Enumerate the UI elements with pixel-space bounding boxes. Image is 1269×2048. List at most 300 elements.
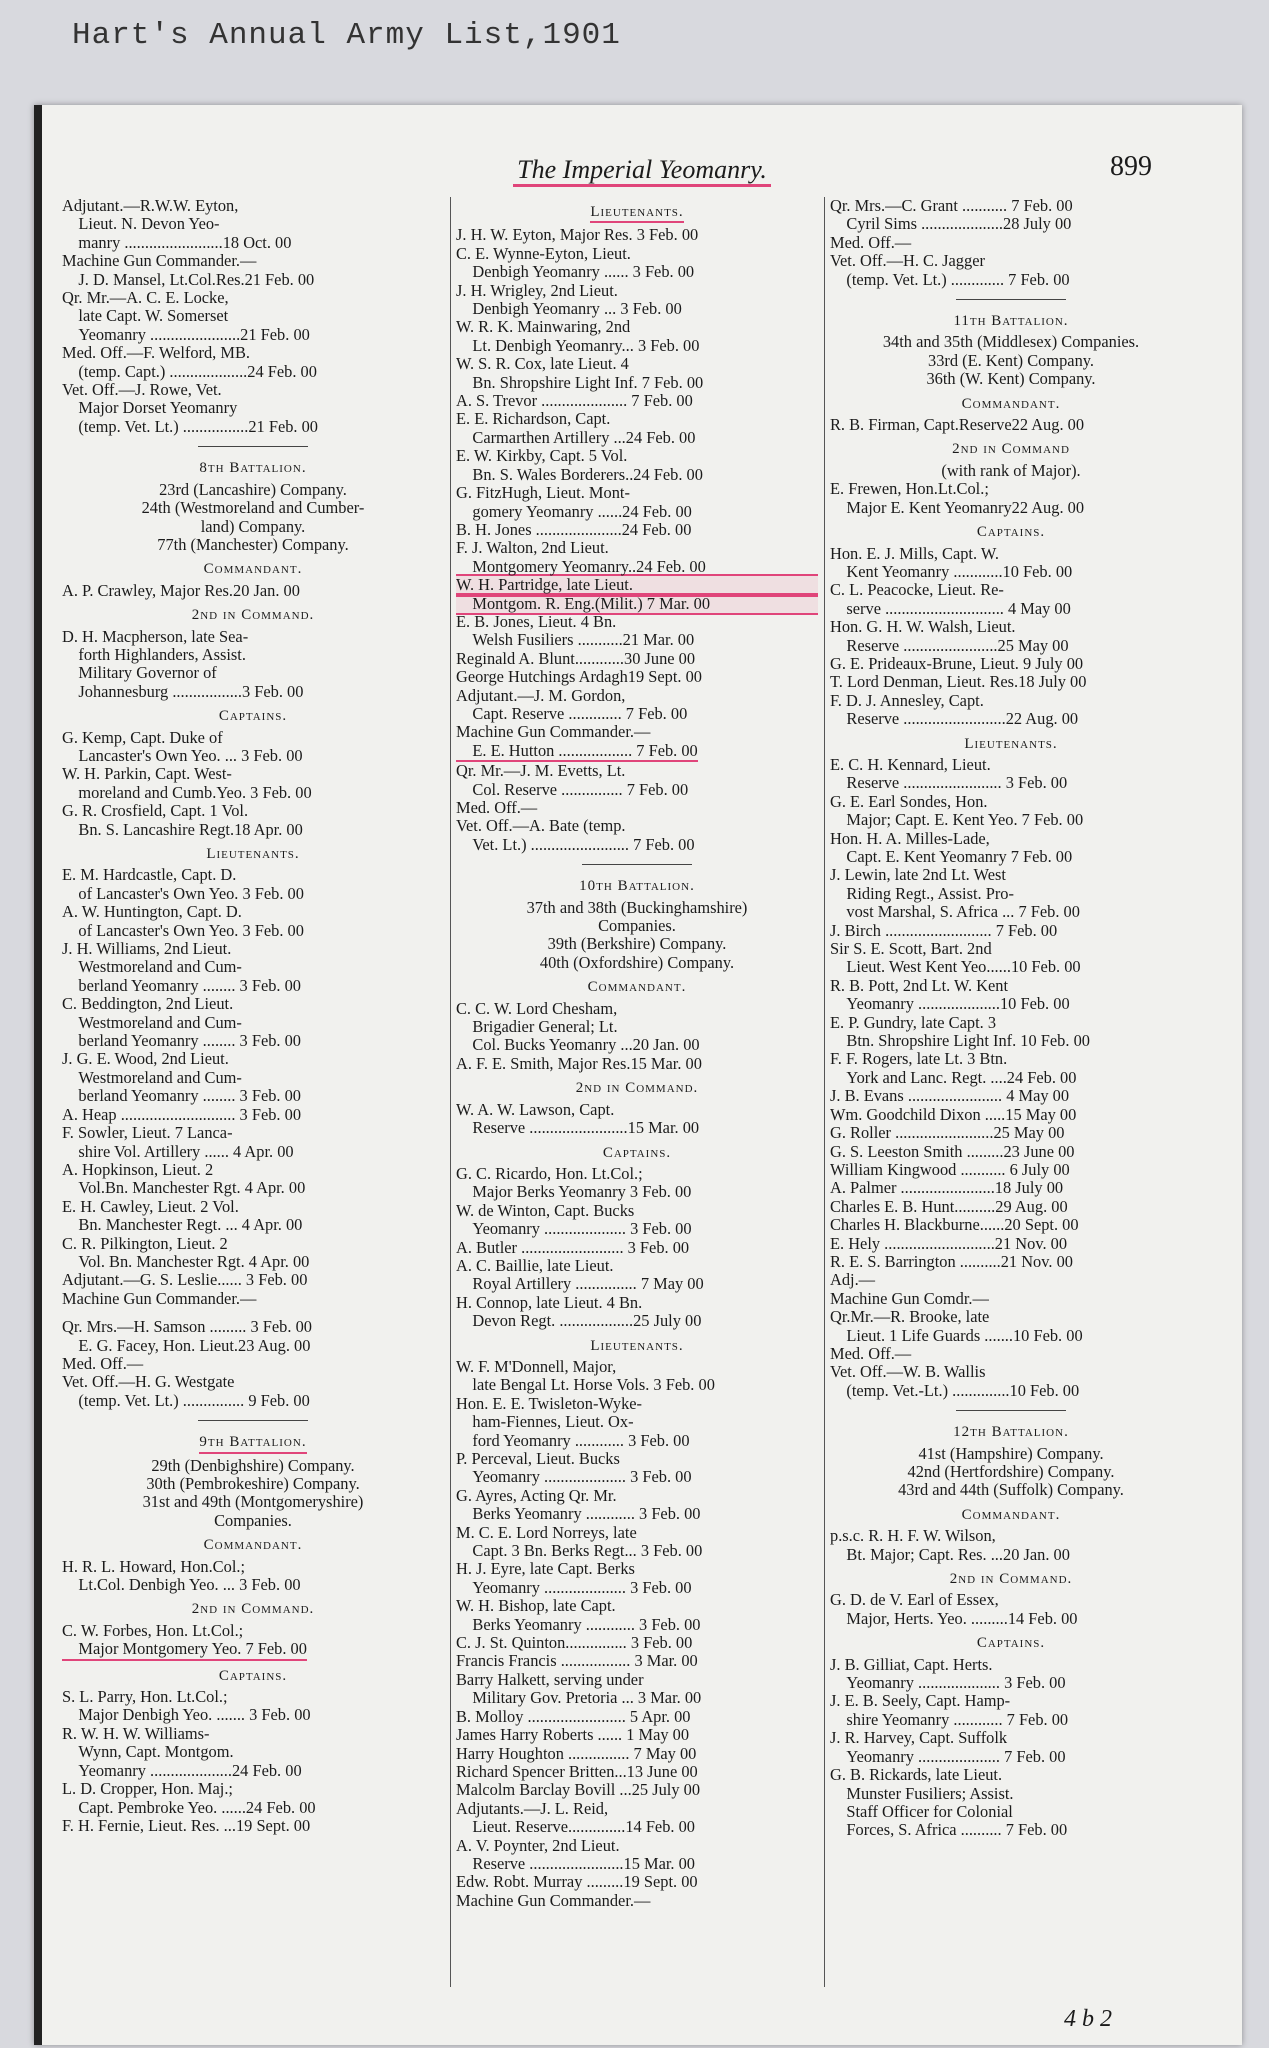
entry-text: Adjutant.—G. S. Leslie...... 3 Feb. 00 bbox=[62, 1271, 308, 1290]
entry-text: Vet. Lt.) ........................ 7 Feb. 00 bbox=[456, 835, 695, 854]
officer-entry bbox=[830, 499, 1192, 517]
officer-entry bbox=[456, 723, 818, 741]
company-line: land) Company. bbox=[200, 516, 306, 536]
company-line: 37th and 38th (Buckinghamshire) bbox=[526, 897, 748, 917]
heading-text: Commandant. bbox=[203, 561, 303, 578]
officer-entry bbox=[830, 1803, 1192, 1821]
entry-text: J. H. Wrigley, 2nd Lieut. bbox=[456, 281, 618, 300]
officer-entry bbox=[456, 668, 818, 686]
entry-text: G. E. Prideaux-Brune, Lieut. 9 July 00 bbox=[830, 654, 1084, 673]
entry-text: Edw. Robt. Murray .........19 Sept. 00 bbox=[456, 1873, 698, 1892]
officer-entry bbox=[456, 1800, 818, 1818]
officer-entry bbox=[830, 1069, 1192, 1087]
section-heading bbox=[62, 560, 444, 578]
entry-text: R. B. Pott, 2nd Lt. W. Kent bbox=[830, 976, 1009, 995]
officer-entry bbox=[456, 1781, 818, 1799]
entry-text: (temp. Vet. Lt.) ................21 Feb. 00 bbox=[62, 417, 319, 436]
officer-entry bbox=[62, 381, 444, 399]
company-line: 24th (Westmoreland and Cumber- bbox=[141, 498, 365, 518]
officer-entry bbox=[62, 1106, 444, 1124]
company-line: 30th (Pembrokeshire) Company. bbox=[146, 1474, 360, 1493]
entry-text: Qr.Mr.—R. Brooke, late bbox=[830, 1308, 990, 1327]
section-rule bbox=[582, 864, 692, 865]
officer-entry bbox=[456, 1689, 818, 1707]
officer-entry bbox=[62, 1124, 444, 1142]
entry-text: Yeomanry ....................10 Feb. 00 bbox=[830, 995, 1070, 1014]
officer-entry bbox=[830, 922, 1192, 940]
officer-entry bbox=[456, 466, 818, 484]
heading-text: Lieutenants. bbox=[964, 735, 1058, 752]
entry-text: J. H. Williams, 2nd Lieut. bbox=[62, 940, 232, 959]
entry-text: p.s.c. R. H. F. W. Wilson, bbox=[830, 1527, 996, 1546]
entry-text: J. Birch .......................... 7 Feb. 00 bbox=[830, 921, 1058, 940]
entry-text: W. F. M'Donnell, Major, bbox=[456, 1357, 617, 1376]
officer-entry bbox=[456, 1468, 818, 1486]
entry-text: Machine Gun Commander.— bbox=[62, 1289, 257, 1308]
entry-text: Westmoreland and Cum- bbox=[62, 1013, 242, 1032]
entry-text: Qr. Mr.—J. M. Evetts, Lt. bbox=[456, 762, 626, 781]
entry-text: E. C. H. Kennard, Lieut. bbox=[830, 755, 991, 774]
officer-entry bbox=[62, 1355, 444, 1373]
entry-text: A. Heap ............................ 3 Feb. 00 bbox=[62, 1105, 302, 1124]
spacer bbox=[62, 1308, 444, 1318]
entry-text: William Kingwood ........... 6 July 00 bbox=[830, 1160, 1070, 1179]
officer-entry bbox=[456, 1055, 818, 1073]
heading-text: Lieutenants. bbox=[206, 846, 300, 862]
officer-entry bbox=[830, 1674, 1192, 1692]
officer-entry bbox=[62, 307, 444, 325]
entry-text: (temp. Capt.) ...................24 Feb. 00 bbox=[62, 362, 317, 381]
entry-text: Francis Francis ................. 3 Mar. 00 bbox=[456, 1652, 698, 1671]
officer-entry bbox=[456, 1597, 818, 1615]
entry-text: late Bengal Lt. Horse Vols. 3 Feb. 00 bbox=[456, 1376, 715, 1395]
officer-entry bbox=[62, 1179, 444, 1197]
entry-text: Sir S. E. Scott, Bart. 2nd bbox=[830, 940, 992, 959]
entry-text: F. Sowler, Lieut. 7 Lanca- bbox=[62, 1124, 233, 1143]
officer-entry bbox=[62, 582, 444, 600]
entry-text: late Capt. W. Somerset bbox=[62, 307, 229, 326]
entry-text: Yeomanry .................... 3 Feb. 00 bbox=[456, 1468, 692, 1487]
section-heading bbox=[830, 1423, 1192, 1441]
entry-text: Vet. Off.—H. G. Westgate bbox=[62, 1373, 235, 1392]
officer-entry bbox=[62, 885, 444, 903]
officer-entry bbox=[456, 1873, 818, 1891]
heading-text: Captains. bbox=[976, 524, 1046, 541]
officer-entry bbox=[456, 576, 818, 594]
entry-text: Major Berks Yeomanry 3 Feb. 00 bbox=[456, 1183, 692, 1202]
entry-text: L. D. Cropper, Hon. Maj.; bbox=[62, 1780, 233, 1799]
entry-text: Major Dorset Yeomanry bbox=[62, 399, 238, 418]
heading-text: Commandant. bbox=[961, 1506, 1061, 1523]
entry-text: Reserve ........................15 Mar. 00 bbox=[456, 1119, 700, 1138]
entry-text: Westmoreland and Cum- bbox=[62, 958, 242, 977]
section-rule bbox=[956, 1410, 1066, 1411]
officer-entry bbox=[62, 1216, 444, 1234]
officer-entry bbox=[456, 1432, 818, 1450]
officer-entry bbox=[456, 318, 818, 336]
officer-entry bbox=[62, 1235, 444, 1253]
section-heading bbox=[830, 395, 1192, 413]
officer-entry bbox=[830, 252, 1192, 270]
officer-entry bbox=[456, 799, 818, 817]
section-heading bbox=[456, 877, 818, 895]
entry-text: Major, Herts. Yeo. .........14 Feb. 00 bbox=[830, 1609, 1078, 1628]
entry-text: gomery Yeomanry ......24 Feb. 00 bbox=[456, 502, 692, 521]
running-head-text: The Imperial Yeomanry. bbox=[513, 155, 771, 187]
entry-text: Med. Off.—F. Welford, MB. bbox=[62, 344, 250, 363]
entry-text: Yeomanry .................... 3 Feb. 00 bbox=[456, 1578, 692, 1597]
officer-entry bbox=[830, 1216, 1192, 1234]
entry-text: Charles H. Blackburne......20 Sept. 00 bbox=[830, 1216, 1079, 1235]
entry-text: A. Butler ......................... 3 Feb. 00 bbox=[456, 1238, 690, 1257]
heading-text: Commandant. bbox=[587, 979, 687, 996]
officer-entry bbox=[62, 977, 444, 995]
officer-entry bbox=[456, 631, 818, 649]
entry-text: (temp. Vet.-Lt.) ..............10 Feb. 00 bbox=[830, 1381, 1080, 1400]
heading-text: 9th Battalion. bbox=[199, 1433, 306, 1453]
officer-entry bbox=[830, 563, 1192, 581]
company-line: 34th and 35th (Middlesex) Companies. bbox=[882, 332, 1140, 352]
company-line: Companies. bbox=[598, 916, 676, 936]
entry-text: Med. Off.— bbox=[62, 1354, 144, 1373]
section-heading bbox=[62, 1600, 444, 1618]
officer-entry bbox=[456, 1560, 818, 1578]
officer-entry bbox=[62, 1253, 444, 1271]
officer-entry bbox=[62, 1780, 444, 1798]
entry-text: G. Ayres, Acting Qr. Mr. bbox=[456, 1486, 617, 1505]
entry-text: Hon. H. A. Milles-Lade, bbox=[830, 829, 990, 848]
entry-text: Berks Yeomanry ............ 3 Feb. 00 bbox=[456, 1505, 701, 1524]
column-divider bbox=[824, 197, 825, 1987]
entry-text: Adjutant.—J. M. Gordon, bbox=[456, 686, 626, 705]
entry-text: Richard Spencer Britten...13 June 00 bbox=[456, 1762, 698, 1781]
entry-text: Westmoreland and Cum- bbox=[62, 1068, 242, 1087]
entry-text: Major E. Kent Yeomanry22 Aug. 00 bbox=[830, 498, 1085, 517]
entry-text: M. C. E. Lord Norreys, late bbox=[456, 1523, 637, 1542]
entry-text: E. M. Hardcastle, Capt. D. bbox=[62, 866, 237, 885]
running-head bbox=[42, 155, 1242, 185]
entry-text: J. E. B. Seely, Capt. Hamp- bbox=[830, 1692, 1011, 1711]
officer-entry bbox=[830, 848, 1192, 866]
officer-entry bbox=[830, 774, 1192, 792]
entry-text: Machine Gun Commander.— bbox=[456, 723, 651, 742]
entry-text: Med. Off.— bbox=[830, 1344, 912, 1363]
officer-entry bbox=[62, 922, 444, 940]
officer-entry bbox=[456, 1450, 818, 1468]
book-page bbox=[34, 105, 1242, 2045]
officer-entry bbox=[62, 1558, 444, 1576]
entry-text: B. Molloy ........................ 5 Apr. 00 bbox=[456, 1707, 691, 1726]
officer-entry bbox=[456, 1165, 818, 1183]
entry-text: A. Hopkinson, Lieut. 2 bbox=[62, 1160, 214, 1179]
page-number: 899 bbox=[1110, 151, 1152, 182]
officer-entry bbox=[456, 1036, 818, 1054]
officer-entry bbox=[62, 1688, 444, 1706]
officer-entry bbox=[830, 545, 1192, 563]
officer-entry bbox=[62, 399, 444, 417]
section-heading bbox=[830, 1634, 1192, 1652]
officer-entry bbox=[830, 1235, 1192, 1253]
entry-text: manry ........................18 Oct. 00 bbox=[62, 233, 292, 252]
officer-entry bbox=[456, 1413, 818, 1431]
entry-text: George Hutchings Ardagh19 Sept. 00 bbox=[456, 668, 702, 687]
entry-text: Major; Capt. E. Kent Yeo. 7 Feb. 00 bbox=[830, 811, 1084, 830]
entry-text: D. H. Macpherson, late Sea- bbox=[62, 627, 249, 646]
officer-entry bbox=[830, 1290, 1192, 1308]
officer-entry bbox=[830, 1729, 1192, 1747]
officer-entry bbox=[62, 683, 444, 701]
company-line: 42nd (Hertfordshire) Company. bbox=[907, 1462, 1115, 1481]
entry-text: Lt. Denbigh Yeomanry... 3 Feb. 00 bbox=[456, 336, 700, 355]
entry-text: G. D. de V. Earl of Essex, bbox=[830, 1591, 999, 1610]
officer-entry bbox=[830, 1014, 1192, 1032]
section-heading bbox=[62, 459, 444, 477]
officer-entry bbox=[456, 558, 818, 576]
officer-entry bbox=[456, 613, 818, 631]
section-heading bbox=[830, 1570, 1192, 1588]
officer-entry bbox=[62, 664, 444, 682]
entry-text: Johannesburg .................3 Feb. 00 bbox=[62, 682, 304, 701]
entry-text: J. D. Mansel, Lt.Col.Res.21 Feb. 00 bbox=[62, 270, 315, 289]
officer-entry bbox=[62, 729, 444, 747]
entry-text: R. W. H. W. Williams- bbox=[62, 1724, 210, 1743]
section-heading bbox=[456, 1144, 818, 1162]
officer-entry bbox=[62, 628, 444, 646]
officer-entry bbox=[62, 418, 444, 436]
entry-text: A. V. Poynter, 2nd Lieut. bbox=[456, 1836, 620, 1855]
officer-entry bbox=[830, 1308, 1192, 1326]
entry-text: shire Yeomanry ............ 7 Feb. 00 bbox=[830, 1710, 1069, 1729]
entry-text: Med. Off.— bbox=[456, 799, 538, 817]
entry-text: Montgomery Yeomanry..24 Feb. 00 bbox=[456, 557, 706, 576]
officer-entry bbox=[830, 1087, 1192, 1105]
officer-entry bbox=[830, 756, 1192, 774]
entry-text: E. E. Richardson, Capt. bbox=[456, 410, 611, 429]
officer-entry bbox=[456, 1101, 818, 1119]
heading-text: 2nd in Command. bbox=[575, 1080, 699, 1097]
officer-entry bbox=[456, 1395, 818, 1413]
entry-text: Welsh Fusiliers ...........21 Mar. 00 bbox=[456, 631, 695, 650]
heading-text: 10th Battalion. bbox=[579, 878, 695, 895]
officer-entry bbox=[456, 1275, 818, 1293]
entry-text: C. W. Forbes, Hon. Lt.Col.; bbox=[62, 1621, 244, 1640]
entry-text: J. H. W. Eyton, Major Res. 3 Feb. 00 bbox=[456, 226, 699, 245]
officer-entry bbox=[830, 1050, 1192, 1068]
entry-text: Lieut. West Kent Yeo......10 Feb. 00 bbox=[830, 958, 1081, 977]
entry-text: Brigadier General; Lt. bbox=[456, 1018, 618, 1037]
entry-text: W. de Winton, Capt. Bucks bbox=[456, 1201, 635, 1220]
entry-text: Qr. Mr.—A. C. E. Locke, bbox=[62, 289, 229, 308]
heading-text: Captains. bbox=[218, 1667, 288, 1684]
officer-entry bbox=[456, 1358, 818, 1376]
section-heading bbox=[456, 1337, 818, 1355]
officer-entry bbox=[456, 1000, 818, 1018]
officer-entry bbox=[456, 300, 818, 318]
officer-entry bbox=[62, 1198, 444, 1216]
entry-text: E. G. Facey, Hon. Lieut.23 Aug. 00 bbox=[62, 1336, 311, 1355]
officer-entry bbox=[62, 1161, 444, 1179]
entry-text: Forces, S. Africa .......... 7 Feb. 00 bbox=[830, 1821, 1068, 1840]
officer-entry bbox=[456, 410, 818, 428]
entry-text: J. G. E. Wood, 2nd Lieut. bbox=[62, 1050, 229, 1069]
officer-entry bbox=[830, 903, 1192, 921]
entry-text: of Lancaster's Own Yeo. 3 Feb. 00 bbox=[62, 921, 304, 940]
officer-entry bbox=[62, 1706, 444, 1724]
entry-text: R. B. Firman, Capt.Reserve22 Aug. 00 bbox=[830, 416, 1085, 435]
entry-text: Adj.— bbox=[830, 1271, 876, 1290]
entry-text: Berks Yeomanry ............ 3 Feb. 00 bbox=[456, 1615, 701, 1634]
section-heading bbox=[62, 1536, 444, 1554]
entry-text: A. C. Baillie, late Lieut. bbox=[456, 1256, 614, 1275]
officer-entry bbox=[830, 830, 1192, 848]
entry-text: Capt. Pembroke Yeo. ......24 Feb. 00 bbox=[62, 1798, 316, 1817]
entry-text: R. E. S. Barrington ..........21 Nov. 00 bbox=[830, 1252, 1073, 1271]
section-heading bbox=[456, 978, 818, 996]
entry-text: Hon. E. E. Twisleton-Wyke- bbox=[456, 1394, 643, 1413]
officer-entry bbox=[456, 1487, 818, 1505]
officer-entry bbox=[62, 1143, 444, 1161]
officer-entry bbox=[456, 263, 818, 281]
entry-text: J. B. Evans ....................... 4 May 00 bbox=[830, 1087, 1070, 1106]
officer-entry bbox=[456, 1202, 818, 1220]
company-line: 39th (Berkshire) Company. bbox=[547, 934, 727, 954]
entry-text: Harry Houghton ............... 7 May 00 bbox=[456, 1744, 697, 1763]
entry-text: Riding Regt., Assist. Pro- bbox=[830, 884, 1014, 903]
officer-entry bbox=[456, 392, 818, 410]
officer-entry bbox=[456, 1726, 818, 1744]
entry-text: Btn. Shropshire Light Inf. 10 Feb. 00 bbox=[830, 1032, 1090, 1051]
officer-entry bbox=[830, 673, 1192, 691]
officer-entry bbox=[62, 1817, 444, 1835]
officer-entry bbox=[830, 940, 1192, 958]
entry-text: Yeomanry ....................24 Feb. 00 bbox=[62, 1761, 302, 1780]
officer-entry bbox=[456, 1505, 818, 1523]
officer-entry bbox=[62, 903, 444, 921]
officer-entry bbox=[456, 1257, 818, 1275]
officer-entry bbox=[456, 539, 818, 557]
heading-text: Lieutenants. bbox=[590, 1337, 684, 1354]
officer-entry bbox=[62, 1640, 444, 1660]
officer-entry bbox=[456, 762, 818, 780]
entry-text: Hon. G. H. W. Walsh, Lieut. bbox=[830, 618, 1016, 637]
officer-entry bbox=[456, 1855, 818, 1873]
section-heading bbox=[62, 707, 444, 725]
entry-text: F. J. Walton, 2nd Lieut. bbox=[456, 539, 609, 558]
entry-text: Major Montgomery Yeo. 7 Feb. 00 bbox=[62, 1640, 307, 1660]
officer-entry bbox=[830, 811, 1192, 829]
entry-text: P. Perceval, Lieut. Bucks bbox=[456, 1450, 620, 1468]
officer-entry bbox=[62, 1576, 444, 1594]
officer-entry bbox=[830, 692, 1192, 710]
entry-text: E. E. Hutton .................. 7 Feb. 00 bbox=[456, 742, 698, 762]
entry-text: F. H. Fernie, Lieut. Res. ...19 Sept. 00 bbox=[62, 1816, 311, 1835]
column-middle bbox=[456, 197, 818, 1987]
officer-entry bbox=[62, 1622, 444, 1640]
officer-entry bbox=[62, 866, 444, 884]
officer-entry bbox=[830, 581, 1192, 599]
entry-text: A. W. Huntington, Capt. D. bbox=[62, 903, 242, 922]
officer-entry bbox=[830, 1198, 1192, 1216]
heading-text: 8th Battalion. bbox=[199, 460, 307, 477]
officer-entry bbox=[62, 1392, 444, 1410]
entry-text: Royal Artillery ............... 7 May 00 bbox=[456, 1275, 704, 1294]
heading-text: Lieutenants. bbox=[590, 203, 683, 223]
officer-entry bbox=[830, 215, 1192, 233]
entry-text: A. F. E. Smith, Major Res.15 Mar. 00 bbox=[456, 1054, 702, 1073]
officer-entry bbox=[456, 595, 818, 613]
officer-entry bbox=[62, 995, 444, 1013]
officer-entry bbox=[456, 1708, 818, 1726]
officer-entry bbox=[830, 1032, 1192, 1050]
heading-text: 2nd in Command. bbox=[191, 607, 315, 624]
entry-text: Bn. S. Wales Borderers..24 Feb. 00 bbox=[456, 465, 703, 484]
officer-entry bbox=[62, 1050, 444, 1068]
entry-text: W. R. K. Mainwaring, 2nd bbox=[456, 318, 631, 337]
officer-entry bbox=[830, 1345, 1192, 1363]
officer-entry bbox=[456, 1239, 818, 1257]
entry-text: James Harry Roberts ...... 1 May 00 bbox=[456, 1726, 690, 1745]
officer-entry bbox=[830, 995, 1192, 1013]
entry-text: Military Governor of bbox=[62, 664, 217, 683]
officer-entry bbox=[830, 600, 1192, 618]
entry-text: C. R. Pilkington, Lieut. 2 bbox=[62, 1234, 228, 1253]
section-heading bbox=[830, 735, 1192, 753]
column-right bbox=[830, 197, 1192, 1987]
entry-text: Qr. Mrs.—C. Grant ........... 7 Feb. 00 bbox=[830, 197, 1073, 215]
officer-entry bbox=[456, 1745, 818, 1763]
entry-text: ham-Fiennes, Lieut. Ox- bbox=[456, 1413, 634, 1432]
entry-text: Vet. Off.—J. Rowe, Vet. bbox=[62, 381, 222, 400]
entry-text: J. R. Harvey, Capt. Suffolk bbox=[830, 1729, 1008, 1748]
officer-entry bbox=[830, 480, 1192, 498]
entry-text: Denbigh Yeomanry ...... 3 Feb. 00 bbox=[456, 263, 695, 282]
officer-entry bbox=[62, 1032, 444, 1050]
entry-text: Capt. Reserve ............. 7 Feb. 00 bbox=[456, 704, 688, 723]
entry-text: Capt. E. Kent Yeomanry 7 Feb. 00 bbox=[830, 848, 1073, 866]
officer-entry bbox=[830, 1179, 1192, 1197]
entry-text: G. C. Ricardo, Hon. Lt.Col.; bbox=[456, 1164, 643, 1183]
heading-text: Commandant. bbox=[203, 1537, 303, 1554]
entry-text: A. P. Crawley, Major Res.20 Jan. 00 bbox=[62, 581, 300, 600]
officer-entry bbox=[456, 817, 818, 835]
entry-text: Munster Fusiliers; Assist. bbox=[830, 1784, 1014, 1803]
officer-entry bbox=[456, 245, 818, 263]
company-line: 77th (Manchester) Company. bbox=[157, 534, 349, 554]
entry-text: S. L. Parry, Hon. Lt.Col.; bbox=[62, 1688, 228, 1707]
officer-entry bbox=[830, 234, 1192, 252]
heading-text: 2nd in Command bbox=[952, 441, 1070, 458]
entry-text: G. FitzHugh, Lieut. Mont- bbox=[456, 484, 630, 503]
officer-entry bbox=[62, 765, 444, 783]
officer-entry bbox=[456, 1294, 818, 1312]
officer-entry bbox=[456, 447, 818, 465]
entry-text: berland Yeomanry ........ 3 Feb. 00 bbox=[62, 1087, 302, 1106]
officer-entry bbox=[62, 271, 444, 289]
company-line: Companies. bbox=[214, 1510, 292, 1530]
officer-entry bbox=[62, 1373, 444, 1391]
officer-entry bbox=[830, 637, 1192, 655]
officer-entry bbox=[62, 1318, 444, 1336]
entry-text: Vol. Bn. Manchester Rgt. 4 Apr. 00 bbox=[62, 1252, 310, 1271]
entry-text: E. B. Jones, Lieut. 4 Bn. bbox=[456, 612, 617, 631]
officer-entry bbox=[456, 1312, 818, 1330]
officer-entry bbox=[830, 1363, 1192, 1381]
entry-text: Devon Regt. ..................25 July 00 bbox=[456, 1312, 702, 1331]
officer-entry bbox=[456, 705, 818, 723]
heading-text: 12th Battalion. bbox=[953, 1424, 1069, 1441]
entry-text: G. Roller ........................25 May 00 bbox=[830, 1124, 1065, 1143]
entry-text: Lt.Col. Denbigh Yeo. ... 3 Feb. 00 bbox=[62, 1576, 301, 1595]
